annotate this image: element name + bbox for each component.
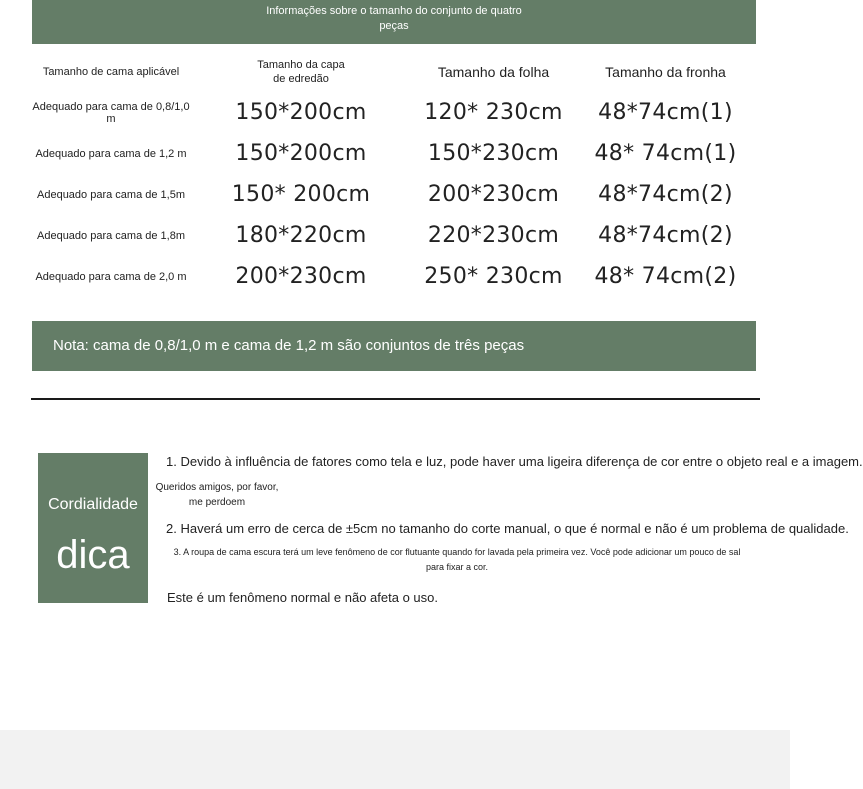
three-piece-note: Nota: cama de 0,8/1,0 m e cama de 1,2 m são conjuntos de três peças	[32, 321, 756, 371]
row-duvet-size: 150*200cm	[235, 141, 367, 166]
table-row	[32, 92, 756, 133]
row-duvet-size: 150*200cm	[235, 100, 367, 125]
table-row	[32, 133, 756, 174]
header-title-line2: peças	[379, 20, 409, 32]
tip-item-2: 2. Haverá um erro de cerca de ±5cm no tamanho do corte manual, o que é normal e não é um problema de qualidade.	[166, 521, 849, 536]
row-duvet-size: 150* 200cm	[231, 182, 371, 207]
tip-item-4: Este é um fenômeno normal e não afeta o uso.	[167, 590, 439, 605]
divider	[31, 398, 760, 400]
row-pillowcase-size: 48*74cm(2)	[598, 223, 733, 248]
table-row	[32, 215, 756, 256]
row-pillowcase-size: 48*74cm(1)	[598, 100, 733, 125]
col-header-sheet: Tamanho da folha	[437, 64, 550, 80]
row-bed-size: Adequado para cama de 0,8/1,0 m	[32, 100, 190, 125]
col-header-bed: Tamanho de cama aplicável	[42, 66, 180, 78]
footer-band	[0, 730, 790, 789]
row-bed-size: Adequado para cama de 2,0 m	[35, 270, 187, 283]
row-pillowcase-size: 48* 74cm(2)	[594, 264, 737, 289]
size-table	[32, 52, 756, 297]
row-sheet-size: 200*230cm	[427, 182, 560, 207]
row-sheet-size: 220*230cm	[427, 223, 560, 248]
size-info-header	[32, 0, 756, 44]
col-header-duvet: Tamanho da capa de edredão	[257, 59, 345, 85]
header-title-line1: Informações sobre o tamanho do conjunto de quatro	[266, 5, 522, 17]
row-pillowcase-size: 48*74cm(2)	[598, 182, 733, 207]
row-bed-size: Adequado para cama de 1,2 m	[35, 147, 187, 160]
tip-badge	[38, 453, 148, 603]
table-header-row	[32, 52, 756, 92]
row-pillowcase-size: 48* 74cm(1)	[594, 141, 737, 166]
row-sheet-size: 250* 230cm	[424, 264, 563, 289]
row-sheet-size: 120* 230cm	[424, 100, 563, 125]
row-duvet-size: 180*220cm	[235, 223, 367, 248]
tip-item-3: 3. A roupa de cama escura terá um leve fenômeno de cor flutuante quando for lavada pela primeira vez. Você pode adicionar um pouco de sal para fixar a cor.	[173, 547, 741, 572]
row-sheet-size: 150*230cm	[427, 141, 560, 166]
tip-item-1: 1. Devido à influência de fatores como tela e luz, pode haver uma ligeira diferença de cor entre o objeto real e a imagem.	[166, 454, 863, 469]
table-row	[32, 174, 756, 215]
row-bed-size: Adequado para cama de 1,8m	[37, 229, 185, 242]
row-duvet-size: 200*230cm	[235, 264, 367, 289]
friends-apology: Queridos amigos, por favor, me perdoem	[155, 482, 279, 508]
row-bed-size: Adequado para cama de 1,5m	[37, 188, 185, 201]
tip-badge-title: dica	[56, 533, 130, 577]
col-header-pillowcase: Tamanho da fronha	[605, 64, 726, 80]
table-row	[32, 256, 756, 297]
tip-badge-label: Cordialidade	[48, 496, 138, 513]
